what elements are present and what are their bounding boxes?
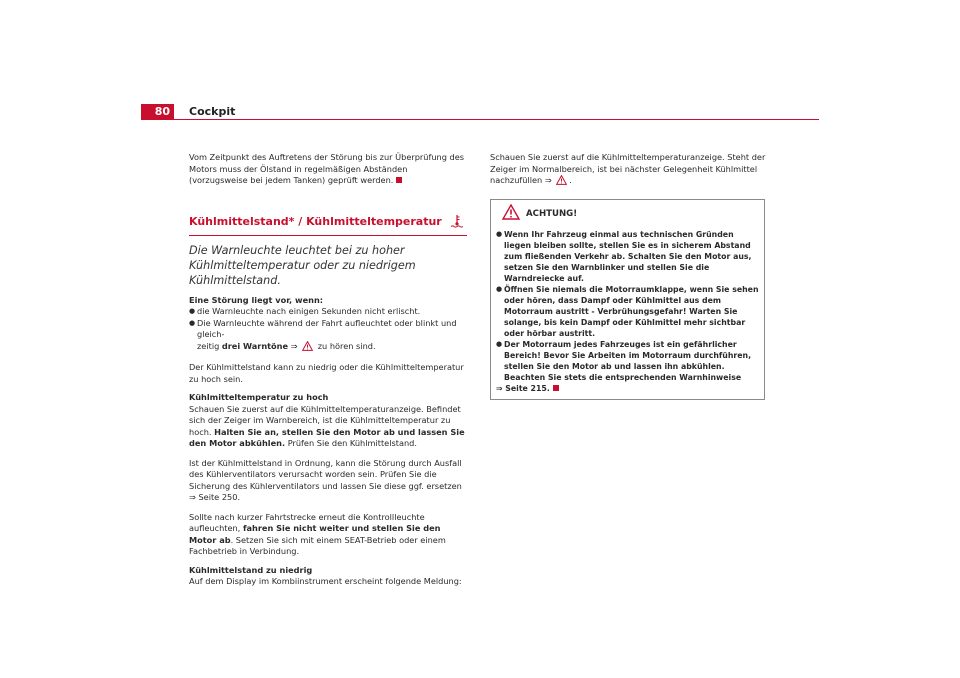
section-title: Cockpit	[189, 105, 236, 118]
end-mark-icon	[396, 177, 402, 183]
warning-box	[490, 199, 765, 400]
warning-triangle-icon	[302, 341, 313, 355]
warning-title: ACHTUNG!	[502, 204, 759, 224]
intro-text: Vom Zeitpunkt des Auftretens der Störung bis zur Überprüfung des Motors muss der Ölstand in regelmäßigen Abständen (vorzugsweise bei jedem Tanken) geprüft werden.	[189, 152, 465, 185]
page-header	[141, 104, 819, 120]
list-item: ● Der Motorraum jedes Fahrzeuges ist ein gefährlicher Bereich! Bevor Sie Arbeiten im Motorraum durchführen, stellen Sie den Motor ab und lassen ihn abkühlen. Beachten Sie stets die entsprechenden Warnhinweise	[496, 339, 759, 383]
end-mark-icon	[553, 385, 559, 391]
temp-high-title: Kühlmitteltemperatur zu hoch	[189, 392, 329, 402]
warning-list	[496, 229, 759, 383]
display-text: Auf dem Display im Kombiinstrument erscheint folgende Meldung:	[189, 576, 462, 586]
fault-list	[189, 306, 467, 354]
page-number: 80	[141, 104, 174, 120]
right-intro: Schauen Sie zuerst auf die Kühlmitteltemperaturanzeige. Steht der Zeiger im Normalbereich, ist bei nächster Gelegenheit Kühlmittel nachzufüllen ⇒ .	[490, 152, 768, 189]
list-item: ● Wenn Ihr Fahrzeug einmal aus technischen Gründen liegen bleiben sollte, stellen Sie es in sicherem Abstand zum fließenden Verkehr ab. Schalten Sie den Motor aus, setzen Sie den Warnblinker und stellen Sie die Warndreiecke auf.	[496, 229, 759, 284]
right-column	[490, 152, 768, 400]
coolant-temperature-icon	[450, 214, 464, 232]
fan-text: Ist der Kühlmittelstand in Ordnung, kann die Störung durch Ausfall des Kühlerventilators verursacht worden sein. Prüfen Sie die Sicherung des Kühlerventilators und lassen Sie diese ggf. ersetzen ⇒ Seite 250.	[189, 457, 462, 502]
section-heading: Kühlmittelstand* / Kühlmitteltemperatur	[189, 214, 467, 236]
list-item: ● Öffnen Sie niemals die Motorraumklappe, wenn Sie sehen oder hören, dass Dampf oder Kühlmittel aus dem Motorraum austritt - Verbrühungsgefahr! Warten Sie solange, bis kein Dampf oder Kühlmittel mehr sichtbar oder hörbar austritt.	[496, 284, 759, 339]
temp-high-text: Schauen Sie zuerst auf die Kühlmitteltemperaturanzeige. Befindet sich der Zeiger im Warnbereich, ist die Kühlmitteltemperatur zu hoch. Halten Sie an, stellen Sie den Motor ab und lassen Sie den Motor abkühlen. Prüfen Sie den Kühlmittelstand.	[189, 403, 465, 448]
header-rule	[141, 119, 819, 120]
repeat-text: Sollte nach kurzer Fahrtstrecke erneut die Kontrollleuchte aufleuchten, fahren Sie nicht weiter und stellen Sie den Motor ab. Setzen Sie sich mit einem SEAT-Betrieb oder einem Fachbetrieb in Verbindung.	[189, 511, 446, 556]
warning-triangle-icon	[502, 204, 520, 224]
warning-reference: ⇒ Seite 215.	[496, 383, 759, 394]
lead-text: Die Warnleuchte leuchtet bei zu hoher Kühlmitteltemperatur oder zu niedrigem Kühlmittelstand.	[189, 243, 416, 287]
warning-triangle-icon	[556, 175, 567, 189]
fault-title: Eine Störung liegt vor, wenn:	[189, 294, 324, 305]
left-column	[189, 152, 467, 588]
list-item: ● Die Warnleuchte während der Fahrt aufleuchtet oder blinkt und gleich- zeitig drei Warntöne ⇒ zu hören sind.	[189, 318, 467, 355]
level-low-text: Der Kühlmittelstand kann zu niedrig oder die Kühlmitteltemperatur zu hoch sein.	[189, 362, 464, 384]
list-item: ● die Warnleuchte nach einigen Sekunden nicht erlischt.	[189, 306, 467, 318]
level-low-title: Kühlmittelstand zu niedrig	[189, 564, 313, 575]
